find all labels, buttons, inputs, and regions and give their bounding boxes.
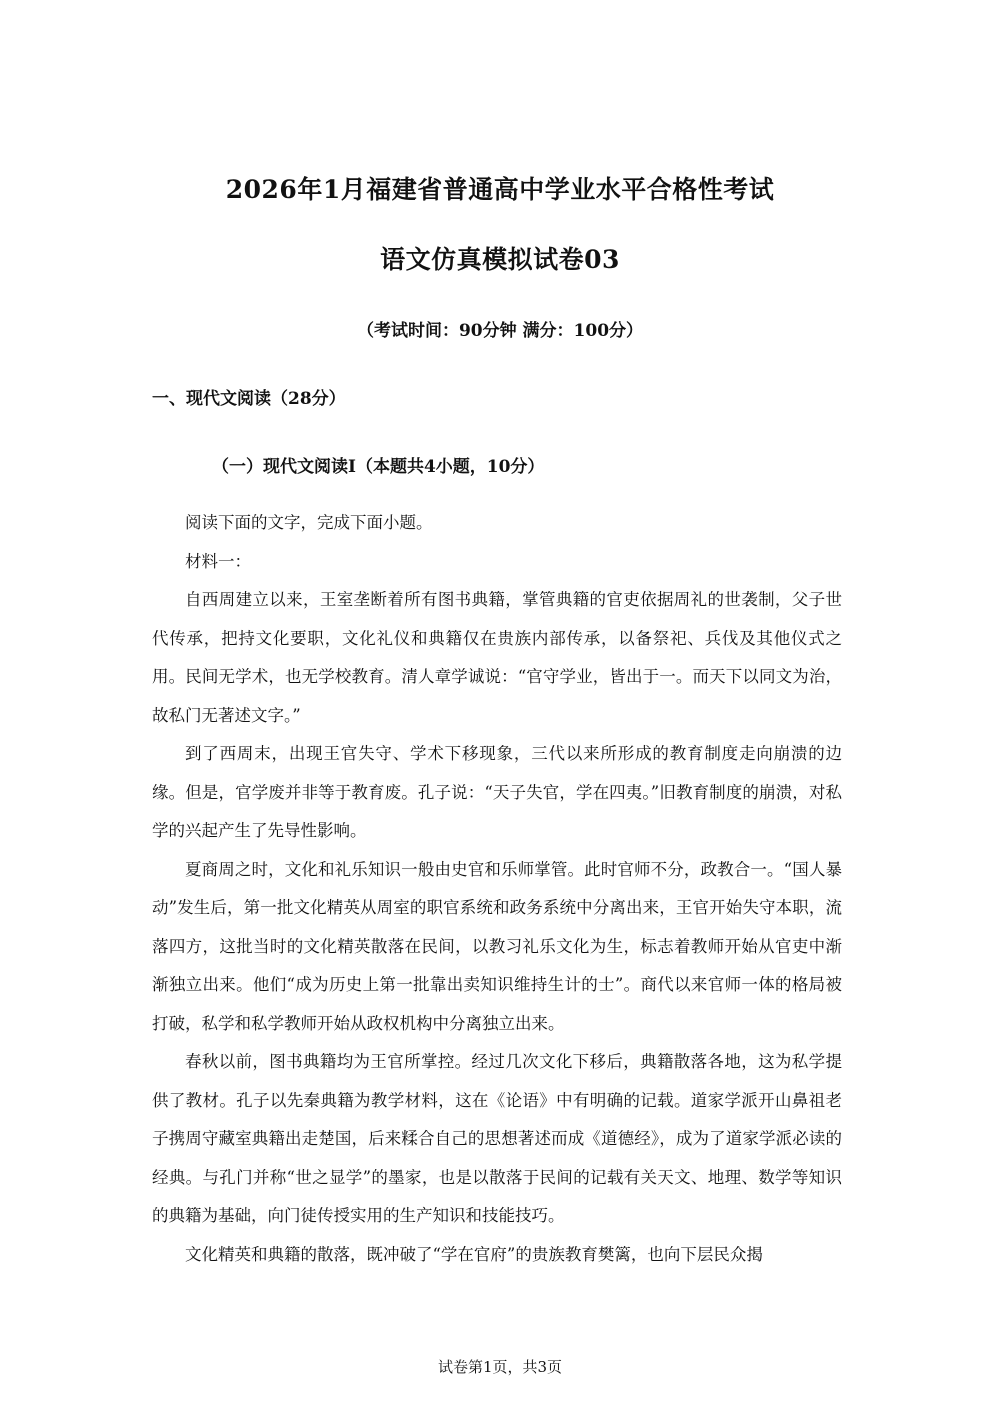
passage-paragraph: 自西周建立以来，王室垄断着所有图书典籍，掌管典籍的官吏依据周礼的世袭制，父子世代传承，把持文化要职，文化礼仪和典籍仅在贵族内部传承，以备祭祀、兵伐及其他仪式之用。民间无学术，也无学校教育。清人章学诚说：“官守学业，皆出于一。而天下以同文为治，故私门无著述文字。” [152, 590, 842, 725]
passage-paragraph: 春秋以前，图书典籍均为王官所掌控。经过几次文化下移后，典籍散落各地，这为私学提供了教材。孔子以先秦典籍为教学材料，这在《论语》中有明确的记载。道家学派开山鼻祖老子携周守藏室典籍出走楚国，后来糅合自己的思想著述而成《道德经》，成为了道家学派必读的经典。与孔门并称“世之显学”的墨家，也是以散落于民间的记载有关天文、地理、数学等知识的典籍为基础，向门徒传授实用的生产知识和技能技巧。 [152, 1052, 842, 1225]
reading-passage [152, 504, 842, 1274]
passage-paragraph: 到了西周末，出现王官失守、学术下移现象，三代以来所形成的教育制度走向崩溃的边缘。但是，官学废并非等于教育废。孔子说：“天子失官，学在四夷。”旧教育制度的崩溃，对私学的兴起产生了先导性影响。 [152, 744, 842, 840]
section-heading: 一、现代文阅读（28分） [152, 389, 346, 409]
instruction-paragraph: 阅读下面的文字，完成下面小题。 [185, 513, 433, 532]
exam-subtitle: 语文仿真模拟试卷03 [380, 245, 620, 274]
page-footer: 试卷第1页，共3页 [437, 1358, 563, 1376]
exam-title: 2026年1月福建省普通高中学业水平合格性考试 [225, 175, 775, 204]
passage-paragraph: 文化精英和典籍的散落，既冲破了“学在官府”的贵族教育樊篱，也向下层民众揭 [185, 1244, 763, 1264]
exam-info: （考试时间：90分钟 满分：100分） [356, 321, 644, 341]
section-subheading: （一）现代文阅读Ⅰ（本题共4小题，10分） [212, 457, 545, 477]
material-label: 材料一： [185, 551, 251, 571]
passage-paragraph: 夏商周之时，文化和礼乐知识一般由史官和乐师掌管。此时官师不分，政教合一。“国人暴动”发生后，第一批文化精英从周室的职官系统和政务系统中分离出来，王官开始失守本职，流落四方，这批当时的文化精英散落在民间，以教习礼乐文化为生，标志着教师开始从官吏中渐渐独立出来。他们“成为历史上第一批靠出卖知识维持生计的士”。商代以来官师一体的格局被打破，私学和私学教师开始从政权机构中分离独立出来。 [152, 859, 842, 1033]
